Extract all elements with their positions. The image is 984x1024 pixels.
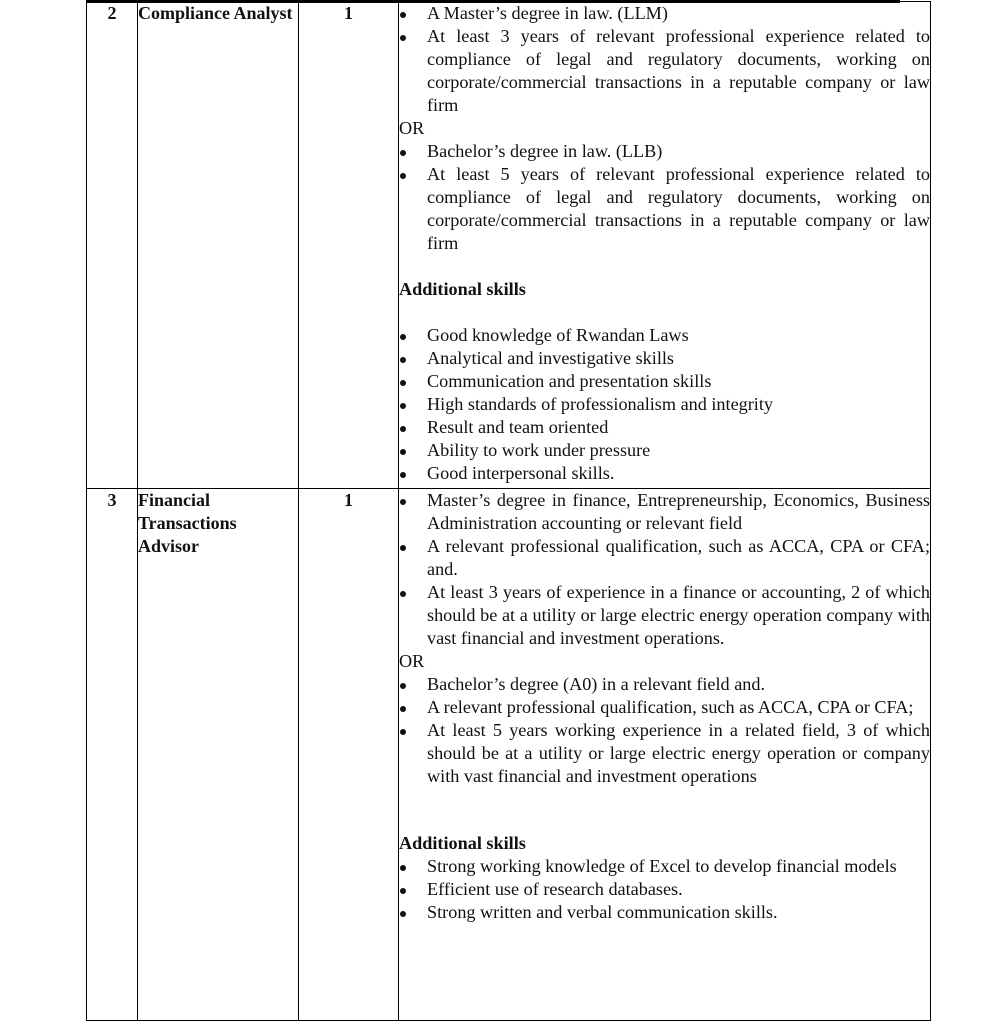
additional-skills-heading: Additional skills xyxy=(399,833,526,853)
list-item: A relevant professional qualification, such as ACCA, CPA or CFA; xyxy=(399,696,930,719)
position-title: Compliance Analyst xyxy=(138,2,299,489)
bullet-icon xyxy=(400,911,406,917)
list-item: Bachelor’s degree in law. (LLB) xyxy=(399,140,930,163)
bullet-icon xyxy=(400,173,406,179)
list-item: Result and team oriented xyxy=(399,416,930,439)
list-item: Strong working knowledge of Excel to develop financial models xyxy=(399,855,930,878)
additional-skills-list xyxy=(399,324,930,485)
list-item: Analytical and investigative skills xyxy=(399,347,930,370)
qualification-list-alternative xyxy=(399,140,930,255)
bullet-icon xyxy=(400,706,406,712)
bullet-icon xyxy=(400,865,406,871)
qualification-list-alternative xyxy=(399,673,930,788)
position-title: Financial Transactions Advisor xyxy=(138,489,299,1021)
or-separator: OR xyxy=(399,118,425,138)
list-item: Ability to work under pressure xyxy=(399,439,930,462)
additional-skills-heading: Additional skills xyxy=(399,279,526,299)
list-item: At least 5 years working experience in a related field, 3 of which should be at a utility or large electric energy operation or company with vast financial and investment operations xyxy=(399,719,930,788)
list-item: At least 3 years of relevant professional experience related to compliance of legal and regulatory documents, working on corporate/commercial transactions in a reputable company or law firm xyxy=(399,25,930,117)
bullet-icon xyxy=(400,499,406,505)
bullet-icon xyxy=(400,888,406,894)
bullet-icon xyxy=(400,591,406,597)
bullet-icon xyxy=(400,683,406,689)
list-item: Efficient use of research databases. xyxy=(399,878,930,901)
requirements-cell xyxy=(399,489,931,1021)
list-item: Good knowledge of Rwandan Laws xyxy=(399,324,930,347)
row-number: 2 xyxy=(87,2,138,489)
list-item: Strong written and verbal communication skills. xyxy=(399,901,930,924)
job-requirements-table xyxy=(86,1,931,1021)
list-item: At least 5 years of relevant professional experience related to compliance of legal and regulatory documents, working on corporate/commercial transactions in a reputable company or law firm xyxy=(399,163,930,255)
qualification-list xyxy=(399,2,930,117)
list-item: Communication and presentation skills xyxy=(399,370,930,393)
qualification-list xyxy=(399,489,930,650)
list-item: High standards of professionalism and integrity xyxy=(399,393,930,416)
position-count: 1 xyxy=(299,489,399,1021)
bullet-icon xyxy=(400,403,406,409)
position-count: 1 xyxy=(299,2,399,489)
row-number: 3 xyxy=(87,489,138,1021)
bullet-icon xyxy=(400,472,406,478)
bullet-icon xyxy=(400,12,406,18)
bullet-icon xyxy=(400,449,406,455)
list-item: Bachelor’s degree (A0) in a relevant field and. xyxy=(399,673,930,696)
bullet-icon xyxy=(400,545,406,551)
list-item: A Master’s degree in law. (LLM) xyxy=(399,2,930,25)
table-row xyxy=(87,489,931,1021)
table-row xyxy=(87,2,931,489)
list-item: At least 3 years of experience in a finance or accounting, 2 of which should be at a utility or large electric energy operation company with vast financial and investment operations. xyxy=(399,581,930,650)
bullet-icon xyxy=(400,426,406,432)
additional-skills-list xyxy=(399,855,930,924)
bullet-icon xyxy=(400,334,406,340)
bullet-icon xyxy=(400,380,406,386)
bullet-icon xyxy=(400,357,406,363)
bullet-icon xyxy=(400,35,406,41)
list-item: Master’s degree in finance, Entrepreneurship, Economics, Business Administration accounting or relevant field xyxy=(399,489,930,535)
or-separator: OR xyxy=(399,651,425,671)
bullet-icon xyxy=(400,150,406,156)
requirements-cell xyxy=(399,2,931,489)
list-item: Good interpersonal skills. xyxy=(399,462,930,485)
bullet-icon xyxy=(400,729,406,735)
list-item: A relevant professional qualification, such as ACCA, CPA or CFA; and. xyxy=(399,535,930,581)
